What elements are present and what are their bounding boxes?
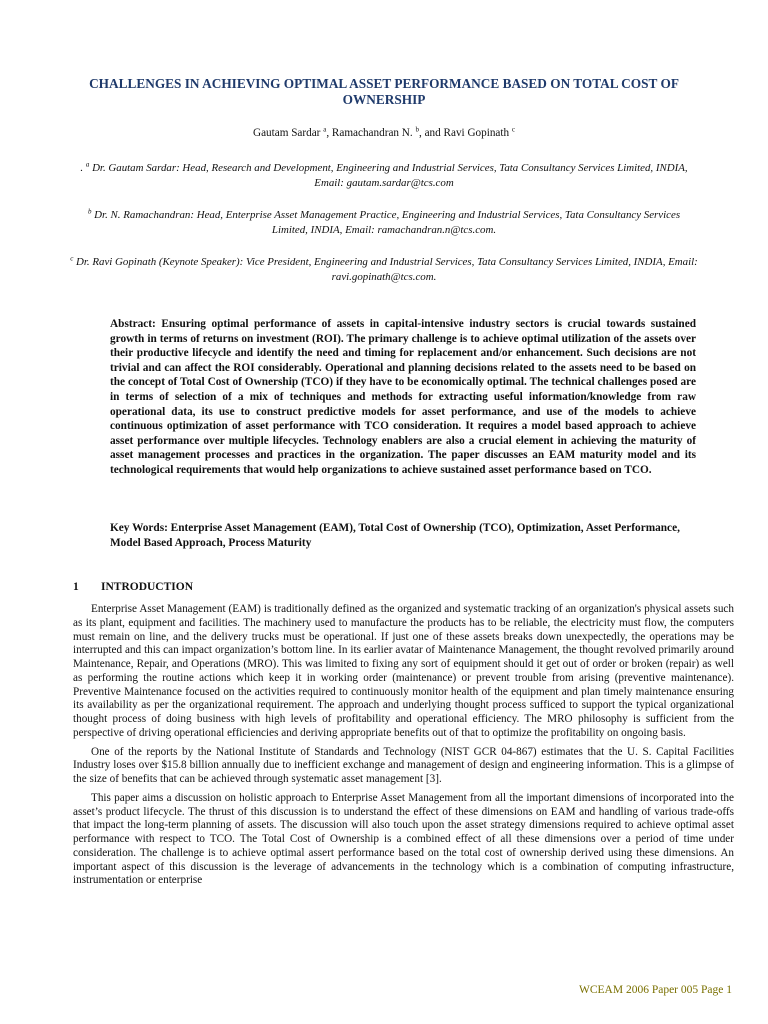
affiliation-mark: c bbox=[70, 254, 74, 263]
affiliation-prefix: . bbox=[80, 162, 84, 174]
body-paragraph: Enterprise Asset Management (EAM) is traditionally defined as the organized and systematic tracking of an organization's physical assets such as its plant, equipment and facilities. The machinery used to manufacture the products has to be reliable, the electricity must flow, the computers must remain on line, and the delivery trucks must be operational. If just one of these assets breaks down unexpectedly, the operations may be interrupted and this can impact organization’s bottom line. In its earlier avatar of Maintenance Management, the thought revolved primarily around Maintenance, Repair, and Operations (MRO). This was limited to fixing any sort of equipment should it get out of order or broken (repair) as well as performing the routine actions which keep it in working order (maintenance) or prevent trouble from arising (preventive maintenance). Preventive Maintenance focused on the activities required to continuously monitor health of the equipment and plan timely maintenance ensuring its availability as per the organizational requirement. The approach and underlying thought process sufficed to support the typical organizational thought process of doing business with high levels of profitability and operational efficiency. The MRO philosophy is sufficient from the perspective of driving operational efficiencies and deriving appropriate benefits out of that to optimize the profitability on ongoing basis. bbox=[73, 603, 734, 739]
affiliation-mark: b bbox=[87, 207, 92, 216]
affiliation-c bbox=[70, 255, 698, 284]
author-line bbox=[60, 126, 708, 140]
section-body bbox=[73, 603, 734, 893]
affiliation-a bbox=[70, 161, 698, 190]
author-mark: b bbox=[415, 125, 419, 134]
affiliation-text: Dr. Ravi Gopinath (Keynote Speaker): Vice President, Engineering and Industrial Services, Tata Consultancy Services Limited, INDIA, Email: ravi.gopinath@tcs.com. bbox=[76, 256, 698, 283]
author-separator: , bbox=[326, 127, 332, 139]
abstract: Abstract: Ensuring optimal performance of assets in capital-intensive industry sectors is crucial towards sustained growth in terms of returns on investment (ROI). The primary challenge is to achieve optimal utilization of the assets over their productive lifecycle and identify the need and timing for replacement and/or enhancement. Such decisions are not trivial and can affect the ROI considerably. Operational and planning decisions related to the assets need to be based on the concept of Total Cost of Ownership (TCO) if they have to be economically optimal. The technical challenges posed are in terms of selection of a mix of techniques and methods for extracting useful information/knowledge from raw operational data, its use to construct predictive models for asset performance, and use of the models to achieve continuous optimization of asset performance with TCO consideration. It requires a model based approach to achieve asset performance over multiple lifecycles. Technology enablers are also a crucial element in achieving the maturity of asset management processes and practices in the organization. The paper discusses an EAM maturity model and its technological requirements that would help organizations to achieve sustained asset performance based on TCO. bbox=[110, 318, 696, 476]
author-name: Ravi Gopinath bbox=[443, 127, 510, 139]
section-title: INTRODUCTION bbox=[101, 581, 194, 593]
paper-title: CHALLENGES IN ACHIEVING OPTIMAL ASSET PERFORMANCE BASED ON TOTAL COST OF OWNERSHIP bbox=[89, 76, 679, 107]
section-heading bbox=[73, 580, 193, 594]
affiliation-text: Dr. N. Ramachandran: Head, Enterprise Asset Management Practice, Engineering and Industrial Services, Tata Consultancy Services Limited, INDIA, Email: ramachandran.n@tcs.com. bbox=[94, 209, 681, 236]
body-paragraph: One of the reports by the National Institute of Standards and Technology (NIST GCR 04-867) estimates that the U. S. Capital Facilities Industry loses over $15.8 billion annually due to inefficient exchange and management of design and engineering information. This is a glimpse of the size of benefits that can be achieved through systematic asset management [3]. bbox=[73, 745, 734, 785]
page-footer: WCEAM 2006 Paper 005 Page 1 bbox=[579, 984, 732, 996]
affiliation-text: Dr. Gautam Sardar: Head, Research and Development, Engineering and Industrial Services, Tata Consultancy Services Limited, INDIA, Email: gautam.sardar@tcs.com bbox=[92, 162, 688, 189]
author-separator: , and bbox=[418, 127, 444, 139]
section-number: 1 bbox=[73, 581, 79, 593]
affiliation-mark: a bbox=[85, 160, 90, 169]
author-mark: a bbox=[323, 125, 327, 134]
body-paragraph: This paper aims a discussion on holistic approach to Enterprise Asset Management from all the important dimensions of incorporated into the asset’s product lifecycle. The thrust of this discussion is to understand the effect of these dimensions on EAM and handling of various trade-offs that impact the long-term planning of assets. The discussion will also touch upon the asset strategy dimensions required to achieve optimal asset performance with respect to TCO. The Total Cost of Ownership is a combined effect of all these dimensions over a period of time under consideration. The challenge is to achieve optimal assert performance based on the total cost of ownership derived using these dimensions. An important aspect of this discussion is the leverage of advancements in the technology which is a combination of computing infrastructure, instrumentation or enterprise bbox=[73, 791, 734, 887]
author-name: Gautam Sardar bbox=[252, 127, 321, 139]
author-mark: c bbox=[511, 125, 515, 134]
keywords: Key Words: Enterprise Asset Management (EAM), Total Cost of Ownership (TCO), Optimization, Asset Performance, Model Based Approach, Process Maturity bbox=[110, 522, 680, 549]
affiliation-b bbox=[70, 208, 698, 237]
author-name: Ramachandran N. bbox=[331, 127, 413, 139]
